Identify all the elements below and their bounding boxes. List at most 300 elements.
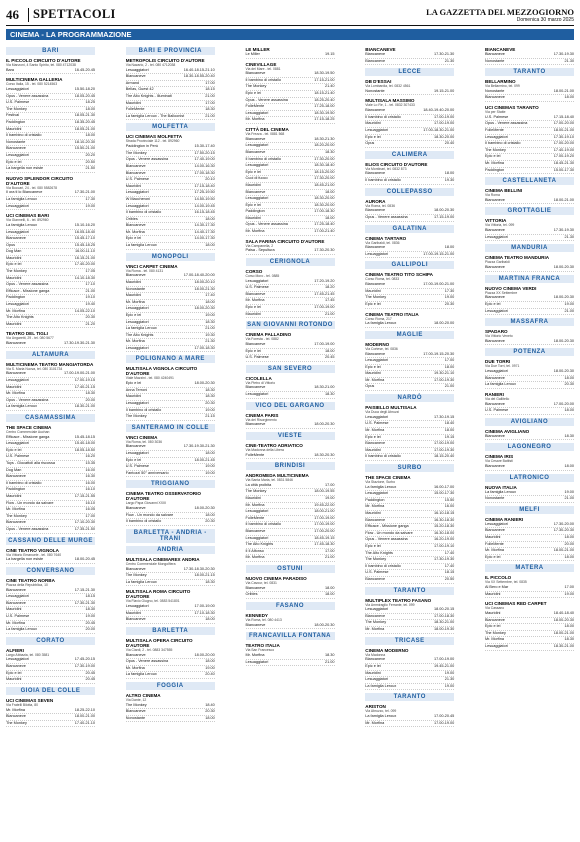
showtime-row [246,183,335,190]
showtime-row [365,557,454,564]
showtimes: 18.00 [444,427,455,432]
showtimes: 17.00-19.00 [433,657,455,662]
listing-column [246,44,335,836]
cinema-name: CITTÀ DEL CINEMA [245,127,289,133]
film-title: Lesuaggiatori [6,594,29,599]
film-title: Lesuaggiatori [365,358,389,363]
showtimes: 20.30 [205,400,215,405]
showtime-row [485,555,574,562]
showtimes: 14.00-17.30 [194,236,215,241]
showtime-row [365,52,454,59]
showtimes: 18.00-20.15 [433,607,455,612]
showtime-row [485,369,574,376]
cinema-name: NUOVO SPLENDOR CIRCUITO D'AUTORE [6,175,74,186]
showtimes: 18.30 [85,607,95,612]
showtimes: 18.00-20.30 [194,506,215,511]
showtime-row [126,346,215,353]
film-title: U.S. Palmese [6,613,30,618]
city-heading: BARLETTA - ANDRIA - TRANI [126,529,215,543]
city-heading: VIESTE [246,432,335,440]
cinema-address: Via Santa Maria, tel. 0831 5846 [245,478,293,483]
showtimes: 20.50 [85,159,95,164]
showtimes: 18.30-21.00 [314,385,335,390]
showtimes: 19.00 [85,203,95,208]
film-title: Mauridini [485,535,501,540]
listings-columns [6,44,574,836]
showtimes: 18.30 [205,319,215,324]
film-title: Epic e lei [245,169,261,174]
film-title: Nonostante [485,88,505,93]
film-title: Biancaneve [365,613,386,618]
cinema-name: THE SPACE CINEMA [6,424,52,430]
showtime-row [485,611,574,618]
city-heading: MANDURIA [485,244,574,252]
showtime-row [6,627,95,634]
showtimes: 18.25-20.40 [314,97,335,102]
showtime-row [126,87,215,94]
showtime-row [365,627,454,634]
showtimes: 17.40-21.15 [74,384,95,389]
showtimes: 17.00-20.45 [433,713,455,718]
film-title: Nonostante [125,286,146,291]
showtime-row [246,71,335,78]
film-title: Biancaneve [485,197,505,202]
film-title: Toys - Giocattoli alla riscossa [6,461,55,466]
showtimes: 17.10-20.30 [74,520,95,525]
showtimes: 17.30-19.30 [553,52,574,56]
showtime-row [126,672,215,679]
film-title: Opus - Venere assassina [6,397,49,402]
film-title: La famiglia Leroux - The Balloonist [125,113,185,118]
showtime-row [6,474,95,481]
section-title: SPETTACOLI [33,7,116,21]
showtimes: 17.00-20.00 [553,141,574,146]
showtimes: 18.00 [444,364,455,369]
showtime-row [485,382,574,389]
showtimes: 18.00-21.00 [74,714,95,719]
cinema-name: METROPOLIS CIRCUITO D'AUTORE [125,58,205,63]
showtimes: 15.00-17.30 [553,167,574,172]
showtimes: 17.30-20.00 [553,521,574,526]
showtime-row [365,614,454,621]
film-title: Lesuaggiatori [365,127,389,132]
showtimes: 18.00 [324,215,335,220]
showtimes: 21.00 [324,555,335,560]
showtimes: 18.00 [564,375,574,380]
showtime-row [365,378,454,385]
showtime-row [365,448,454,455]
showtime-row [126,280,215,287]
film-title: Il bambino di cristallo [6,480,42,485]
showtimes: 19.00 [564,489,574,494]
film-title: Biancaneve [6,474,26,479]
showtimes: 20.30 [205,519,215,524]
listing-column [365,44,454,836]
showtime-row [485,235,574,242]
showtimes: 18.00-21.00 [553,127,574,132]
film-title: The Monkey [485,630,506,635]
cinema-name: CINEMA TEATRO OSSERVATORIO D'AUTORE [125,491,201,502]
showtime-row [126,293,215,300]
cinema-name: PAISIELLO MULTISALA [365,405,417,411]
cinema-name: BIANCANEVE [365,47,396,52]
showtime-row [6,190,95,197]
showtimes: 18.00-21.45 [194,457,215,462]
film-title: Mr. Morfina [6,507,25,512]
showtimes: 17.50-20.15 [194,150,215,155]
city-heading: AVIGLIANO [485,418,574,426]
showtime-row [246,623,335,630]
film-title: Il bambino di cristallo [125,519,162,524]
showtimes: 21.00 [564,308,574,313]
showtime-row [246,292,335,299]
showtimes: 17.30-19.30-21.30 [183,444,215,449]
film-title: Lesuaggiatori [485,308,508,313]
film-title: The Monkey [125,414,147,419]
film-title: Mr. Morfina [365,377,385,382]
showtime-row [126,617,215,624]
cinema-name: ANDROMEDA MULTICINEMA [245,473,309,479]
film-title: Mr. Morfina [485,548,504,553]
showtime-row [365,607,454,614]
showtimes: 17.15-21.55 [74,494,95,499]
film-title: Lesuaggiatori [485,643,508,648]
film-title: Mauridini [365,288,381,293]
showtime-row [365,511,454,518]
film-title: La famiglia Leroux [125,326,157,331]
cinema-address: Corso Italia, 15 - tel. 080 5214563 [6,82,58,87]
showtime-row [126,394,215,401]
showtimes: 17.30-20.00 [314,156,335,161]
film-title: Biancaneve [365,208,386,213]
showtimes: 18.00-19.30 [433,627,455,632]
cinema-name: THE SPACE CINEMA [365,474,411,480]
showtimes: 14.00-16.30 [194,163,215,168]
city-heading: BARLETTA [126,627,215,635]
showtimes: 17.30-21.30 [74,600,95,605]
showtime-row [246,516,335,523]
film-title: Il bambino di cristallo [485,141,521,146]
film-title: Mr. Morfina [6,707,25,712]
showtimes: 18.00 [205,659,215,664]
showtime-row [126,144,215,151]
showtimes: 15.50 [444,497,455,502]
film-title: La famiglia Leroux [365,713,397,718]
film-title: Biancaneve [6,146,26,151]
cinema-address: Via Vittoria, tel. 099 [485,223,515,228]
showtimes: 17.00-20.00 [553,121,574,126]
showtime-row [126,230,215,237]
showtime-row [365,141,454,148]
film-title: U.S. Palmese [6,100,30,105]
showtime-row [126,151,215,158]
cinema-address: Corso Roma, tel. 0833 [365,277,400,282]
showtime-row [485,548,574,555]
showtimes: 21.50 [85,166,95,171]
city-heading: LAGONEGRO [485,443,574,451]
film-title: Mr. Morfina [245,117,265,122]
showtimes: 17.00 [324,482,335,487]
showtimes: 18.00-21.00 [553,630,574,635]
city-heading: CORATO [6,637,95,645]
showtime-row [365,544,454,551]
showtime-row [126,408,215,415]
city-heading: TRIGGIANO [126,480,215,488]
showtimes: 17.00 [85,513,95,518]
film-title: Opus - Venere assassina [125,659,169,664]
showtime-row [365,89,454,96]
showtimes: 17.25-18.40 [314,222,335,227]
film-title: La famiglia Leroux [485,489,517,494]
cinema-address: Via Foresta - tel. 0882 [245,337,279,342]
showtime-row [6,302,95,309]
cinema-address: Via Madonna della Libera [245,447,284,452]
showtimes: 17.00-18.40-20.00 [183,273,215,278]
showtimes: 21.30 [444,677,455,682]
showtimes: 19.15 [444,434,455,439]
showtime-row [246,104,335,111]
showtimes: 17.00-18.30 [194,345,215,350]
film-title: Biancaneve [365,282,386,287]
film-title: Mauridini [365,511,381,515]
cinema-name: ALTRO CINEMA [125,692,161,698]
showtimes: 17.00-19.00 [433,441,455,446]
film-title: Mauridini [6,494,22,499]
showtimes: 18.00-20.30 [553,369,574,374]
showtimes: 18.00 [205,617,215,622]
showtime-row [6,657,95,664]
showtimes: 21.40 [324,84,335,89]
film-title: Mauridini [6,126,22,131]
showtime-row [485,302,574,309]
cinema-address: Via Montinari, tel. 0832 873 [365,166,407,171]
film-title: Mr. Morfina [6,308,25,313]
film-title: Mauridini [6,677,22,682]
film-title: Mauridini [125,183,142,188]
film-title: La bargella non esiste [6,166,44,171]
film-title: Epic e lei [365,134,381,139]
film-title: Biancaneve [485,338,505,343]
showtimes: 19.00 [85,613,95,618]
showtimes: 19.00 [564,301,574,306]
film-title: Mauridini [365,670,381,675]
showtime-row [126,444,215,451]
showtime-row [6,448,95,455]
film-title: Paddington [245,209,265,214]
film-title: Lesuaggiatori [6,229,29,234]
film-title: Paddington [485,167,505,172]
film-title: Nonostante [485,496,505,501]
showtimes: 18.25-22.10 [74,707,95,712]
showtime-row [6,454,95,461]
showtime-row [6,441,95,448]
showtime-row [6,256,95,263]
showtime-row [6,127,95,134]
showtime-row [6,378,95,385]
cinema-name: CINE-TEATRO ADRIATICO [245,442,303,448]
film-title: Mauridini [365,447,381,452]
showtime-row [485,128,574,135]
film-title: Biancaneve [6,520,26,525]
showtime-row [485,309,574,316]
showtimes: 18.20 [324,285,335,290]
film-title: Le Miller [245,52,260,56]
showtime-row [246,190,335,197]
film-title: Opus - Venere assassina [6,282,49,287]
showtime-row [246,586,335,593]
film-title: Mr. Morfina [485,160,504,165]
film-title: The Monkey [125,150,147,155]
listing-column [6,44,95,836]
cinema-name: NUOVO CINEMA VERDI [485,285,537,291]
showtime-row [6,230,95,237]
showtime-row [365,384,454,391]
showtimes: 19.00 [444,295,455,300]
showtime-row [246,137,335,144]
showtimes: 18.00 [564,554,574,559]
showtimes: 17.15-18.40 [553,114,574,119]
film-title: La famiglia Leroux [6,627,38,632]
showtimes: 18.05-21.30 [74,113,95,118]
showtimes: 18.00 [324,592,335,597]
cinema-address: Via del Mare - tel. 0881 [245,66,281,71]
showtime-row [246,163,335,170]
film-title: Biancaneve [125,652,146,657]
film-title: U.S. Palmese [245,285,269,290]
showtimes: 17.00 [324,548,335,553]
showtimes: 18.35-20.45 [74,119,95,124]
showtimes: 20.30 [444,301,455,306]
showtime-row [246,285,335,292]
showtimes: 16.10 [85,487,95,492]
city-heading: MAGLIE [365,331,454,339]
film-title: Mr. Morfina [125,665,145,670]
film-title: Epic e lei [365,543,381,548]
film-title: The Monkey [245,489,267,494]
showtimes: 17.05 [85,269,95,274]
city-heading: MATERA [485,564,574,572]
showtimes: 16.00-17.00 [433,484,455,489]
film-title: Lesuaggiatori [245,110,269,115]
cinema-address: Largo Papa Giovanni XXIII [125,501,166,506]
showtimes: 18.30 [85,391,95,396]
showtime-row [246,78,335,85]
showtime-row [485,496,574,503]
city-heading: CASTELLANETA [485,177,574,185]
cinema-address: Via Campanella, 2 [245,243,274,248]
film-title: Lesuaggiatori [125,203,149,208]
city-heading: BRINDISI [246,462,335,470]
film-title: Epic e lei [125,312,142,317]
showtime-row [365,321,454,328]
showtime-row [126,388,215,395]
film-title: FolleMente [125,107,145,112]
showtimes: 17.00 [205,80,215,85]
showtimes: 17.30-18.30-20.30 [183,566,215,571]
film-title: Biancaneve [485,265,505,270]
film-title: Bellas, Guest 42 [125,87,154,92]
showtime-row [6,120,95,127]
film-title: Opus - Venere assassina [6,526,49,531]
city-heading: MELFI [485,506,574,514]
film-title: The Monkey [245,84,267,89]
film-title: The Monkey [6,106,27,111]
cinema-address: Piazza Garibaldi [485,260,510,265]
showtimes: 18.00-20.00 [433,321,455,326]
cinema-name: IL PICCOLO CIRCUITO D'AUTORE [6,58,81,63]
showtime-row [246,176,335,183]
showtime-row [126,458,215,465]
film-title: La famiglia Leroux [6,197,38,202]
film-title: The Alto Knights [6,315,34,320]
cinema-address: Corso Moro - tel. 0885 [245,273,280,278]
showtimes: 17.00-19.15 [74,378,95,382]
film-title: U.S. Palmese [365,421,389,426]
showtimes: 21.00 [205,326,215,331]
cinema-name: CINEMA PARIS [245,412,279,418]
film-title: Biancaneve [485,528,505,533]
showtime-row [126,573,215,580]
film-title: Biancaneve [365,52,386,56]
showtimes: 18.30-19.50 [314,71,335,76]
showtime-row [6,468,95,475]
showtime-row [246,483,335,490]
showtime-row [365,289,454,296]
showtime-row [365,620,454,627]
showtime-row [6,487,95,494]
showtimes: 18.00-20.10 [194,279,215,284]
showtimes: 18.00-20.30 [433,208,455,213]
showtime-row [246,209,335,216]
showtime-row [485,154,574,161]
showtimes: 21.30 [444,58,455,63]
showtime-row [6,160,95,167]
showtimes: 21.00 [444,384,455,389]
cinema-name: CINEMA MODERNO [365,647,409,653]
showtime-row [365,714,454,721]
film-title: Biancaneve [245,529,266,534]
film-title: Mauridini [365,121,381,126]
showtimes: 18.00-21.00 [553,197,574,202]
cinema-name: NUOVA ITALIA [485,484,517,490]
cinema-name: VINCI CINEMA [125,434,158,440]
film-title: Lesuaggiatori [6,441,29,446]
showtime-row [365,121,454,128]
cinema-name: CINEMA RANIERI [485,516,524,522]
film-title: La famiglia Leroux [365,683,397,688]
film-title: Biancaneve [485,95,505,100]
showtime-row [6,371,95,378]
showtimes: 16.00-11.10 [75,249,95,254]
film-title: Paddington in Perù [125,144,159,149]
showtime-row [6,87,95,94]
film-title: Mauridini [125,279,142,284]
showtimes: 17.20-19.20 [314,278,335,283]
cinema-name: VITTORIA [485,218,507,224]
film-title: U.S. Palmese [485,114,509,119]
showtimes: 18.00 [205,715,215,720]
showtimes: 18.30-20.00 [314,202,335,207]
cinema-name: UCI CINEMAS MOLFETTA [125,134,183,140]
city-heading: BARI [6,47,95,55]
film-title: Epic e lei [6,159,22,164]
showtimes: 19.00 [324,496,335,501]
showtime-row [6,309,95,316]
showtimes: 17.40-19.00 [194,157,215,162]
showtimes: 18.00-20.30 [314,622,335,627]
showtime-row [126,68,215,75]
showtime-row [485,168,574,175]
